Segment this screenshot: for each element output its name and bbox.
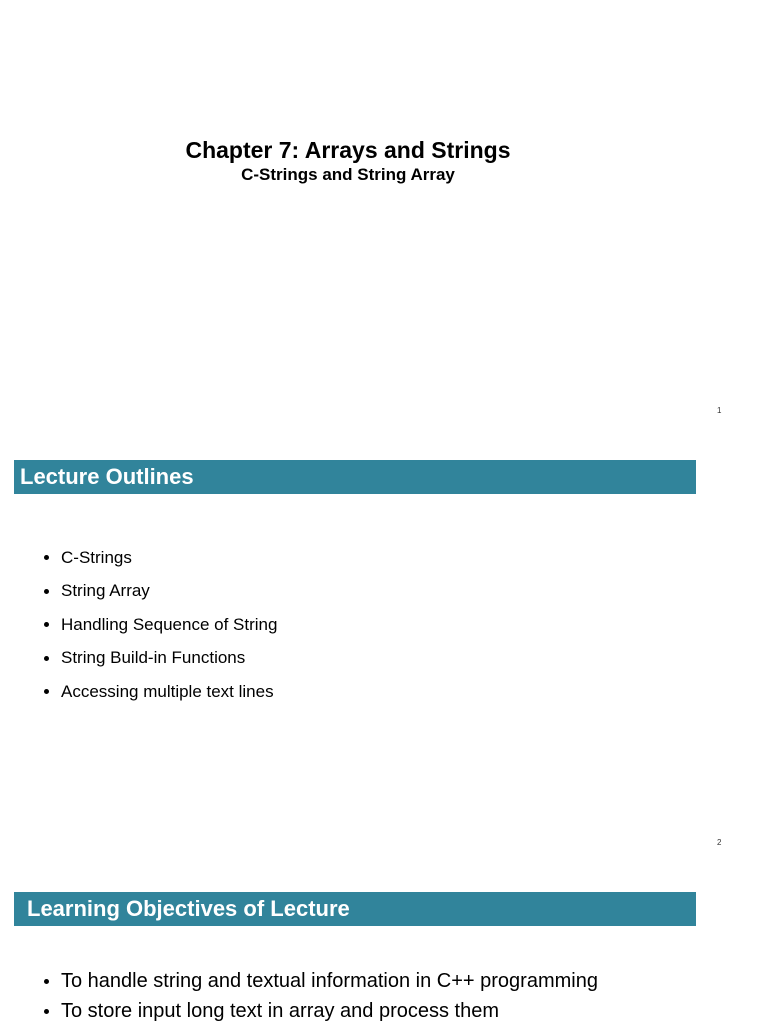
page-number-2: 2 — [717, 838, 722, 847]
bullet-icon — [44, 656, 49, 661]
bullet-icon — [44, 689, 49, 694]
objective-item-label: To handle string and textual information in C++ programming — [61, 969, 598, 992]
slide-1-title-block — [178, 136, 518, 186]
outline-item-label: String Build-in Functions — [61, 648, 246, 668]
slide-subtitle: C-Strings and String Array — [241, 165, 455, 184]
objectives-list — [44, 966, 598, 1026]
bullet-icon — [44, 622, 49, 627]
bullet-icon — [44, 589, 49, 594]
list-item — [44, 966, 598, 996]
list-item — [44, 675, 277, 709]
list-item — [44, 541, 277, 575]
learning-objectives-heading: Learning Objectives of Lecture — [14, 892, 696, 926]
bullet-icon — [44, 979, 49, 984]
list-item — [44, 642, 277, 676]
page-number-1: 1 — [717, 406, 722, 415]
outline-item-label: Accessing multiple text lines — [61, 681, 274, 701]
list-item — [44, 996, 598, 1026]
list-item — [44, 608, 277, 642]
objective-item-label: To store input long text in array and process them — [61, 999, 500, 1022]
list-item — [44, 575, 277, 609]
outline-list — [44, 541, 277, 709]
lecture-outlines-heading: Lecture Outlines — [14, 460, 696, 494]
slide-title: Chapter 7: Arrays and Strings — [185, 137, 511, 163]
outline-item-label: String Array — [61, 581, 150, 601]
outline-item-label: C-Strings — [61, 547, 132, 567]
outline-item-label: Handling Sequence of String — [61, 614, 278, 634]
bullet-icon — [44, 1009, 49, 1014]
bullet-icon — [44, 555, 49, 560]
